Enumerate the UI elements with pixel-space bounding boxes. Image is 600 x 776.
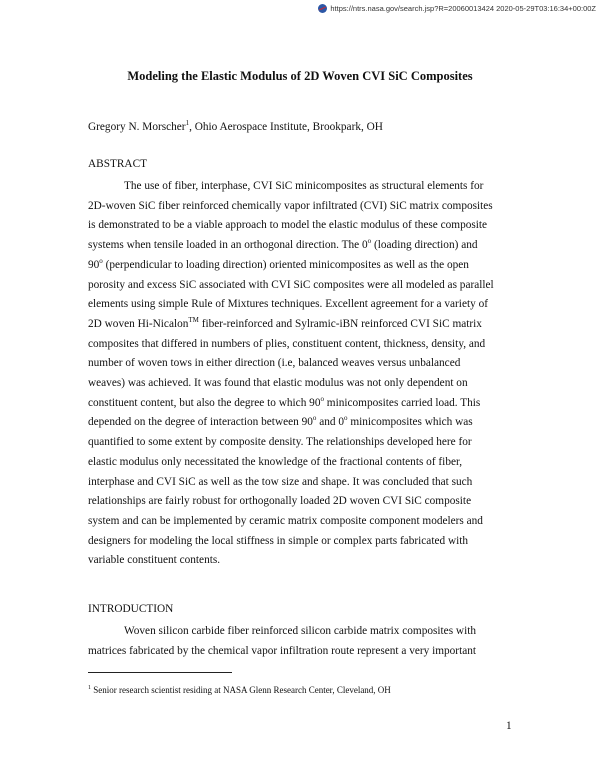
text-line: elements using simple Rule of Mixtures techniques. Excellent agreement for a variety of: [88, 298, 488, 311]
footnote: [88, 685, 391, 695]
text-line: 2D-woven SiC fiber reinforced chemically vapor infiltrated (CVI) SiC matrix composites: [88, 199, 493, 212]
text-line: variable constituent contents.: [88, 554, 221, 567]
text-line: Woven silicon carbide fiber reinforced silicon carbide matrix composites with: [124, 625, 477, 637]
text-segment: 90: [88, 258, 100, 271]
text-segment: (loading direction) and: [371, 239, 478, 252]
introduction-heading: INTRODUCTION: [88, 603, 174, 615]
degree-mark: o: [367, 237, 372, 246]
text-line: [88, 394, 513, 414]
text-line: weaves) was achieved. It was found that elastic modulus was not only dependent on: [88, 377, 468, 390]
text-segment: constituent content, but also the degree to which 90: [88, 396, 321, 409]
text-line: [88, 413, 513, 433]
paper-title: Modeling the Elastic Modulus of 2D Woven CVI SiC Composites: [127, 69, 473, 83]
author-name: Gregory N. Morscher: [88, 120, 186, 133]
degree-mark: o: [320, 394, 324, 403]
footnote-text: Senior research scientist residing at NASA Glenn Research Center, Cleveland, OH: [91, 685, 391, 695]
text-line: composites that differed in numbers of plies, constituent content, thickness, density, and: [88, 337, 486, 350]
source-url-header[interactable]: [318, 4, 596, 13]
degree-mark: o: [312, 414, 317, 423]
trademark-mark: TM: [188, 316, 199, 325]
author-footnote-mark: 1: [185, 119, 190, 127]
abstract-heading: ABSTRACT: [88, 158, 148, 170]
text-segment: and 0: [316, 416, 345, 429]
footnote-mark: 1: [88, 685, 91, 691]
text-segment: depended on the degree of interaction between 90: [88, 416, 313, 429]
text-line: system and can be implemented by ceramic matrix composite component modelers and: [88, 514, 483, 527]
text-segment: fiber-reinforced and Sylramic-iBN reinforced CVI SiC matrix: [198, 317, 482, 330]
nasa-logo-icon: [318, 4, 327, 13]
text-line: The use of fiber, interphase, CVI SiC minicomposites as structural elements for: [124, 180, 484, 192]
degree-mark: o: [344, 414, 348, 423]
text-line: [88, 256, 513, 276]
text-line: relationships are fairly robust for orthogonally loaded 2D woven CVI SiC composite: [88, 495, 472, 508]
footnote-divider: [88, 672, 232, 673]
text-line: quantified to some extent by composite density. The relationships developed here for: [88, 436, 472, 449]
text-line: [88, 236, 513, 256]
text-line: matrices fabricated by the chemical vapor infiltration route represent a very important: [88, 644, 477, 657]
text-line: interphase and CVI SiC as well as the tow size and shape. It was concluded that such: [88, 475, 473, 488]
text-line: [88, 315, 513, 335]
text-segment: systems when tensile loaded in an orthogonal direction. The 0: [88, 239, 368, 252]
introduction-paragraph: [88, 622, 513, 661]
degree-mark: o: [99, 257, 103, 266]
text-line: is demonstrated to be a viable approach to model the elastic modulus of these composite: [88, 219, 488, 232]
page-number: 1: [506, 720, 512, 732]
text-line: elastic modulus only necessitated the knowledge of the fractional contents of fiber,: [88, 455, 463, 468]
text-line: designers for modeling the local stiffness in simple or complex parts fabricated with: [88, 534, 469, 547]
author-line: [88, 119, 383, 133]
text-segment: minicomposites carried load. This: [323, 396, 481, 409]
source-url-text[interactable]: https://ntrs.nasa.gov/search.jsp?R=20060013424 2020-05-29T03:16:34+00:00Z: [330, 4, 596, 13]
text-segment: minicomposites which was: [347, 416, 473, 429]
author-affiliation: , Ohio Aerospace Institute, Brookpark, OH: [189, 120, 383, 133]
text-line: porosity and excess SiC associated with CVI SiC composites were all modeled as parallel: [88, 278, 494, 291]
text-line: number of woven tows in either direction (i.e, balanced weaves versus unbalanced: [88, 357, 461, 370]
abstract-paragraph: [88, 177, 513, 571]
text-segment: (perpendicular to loading direction) oriented minicomposites as well as the open: [102, 258, 469, 271]
text-segment: 2D woven Hi-Nicalon: [88, 317, 189, 330]
